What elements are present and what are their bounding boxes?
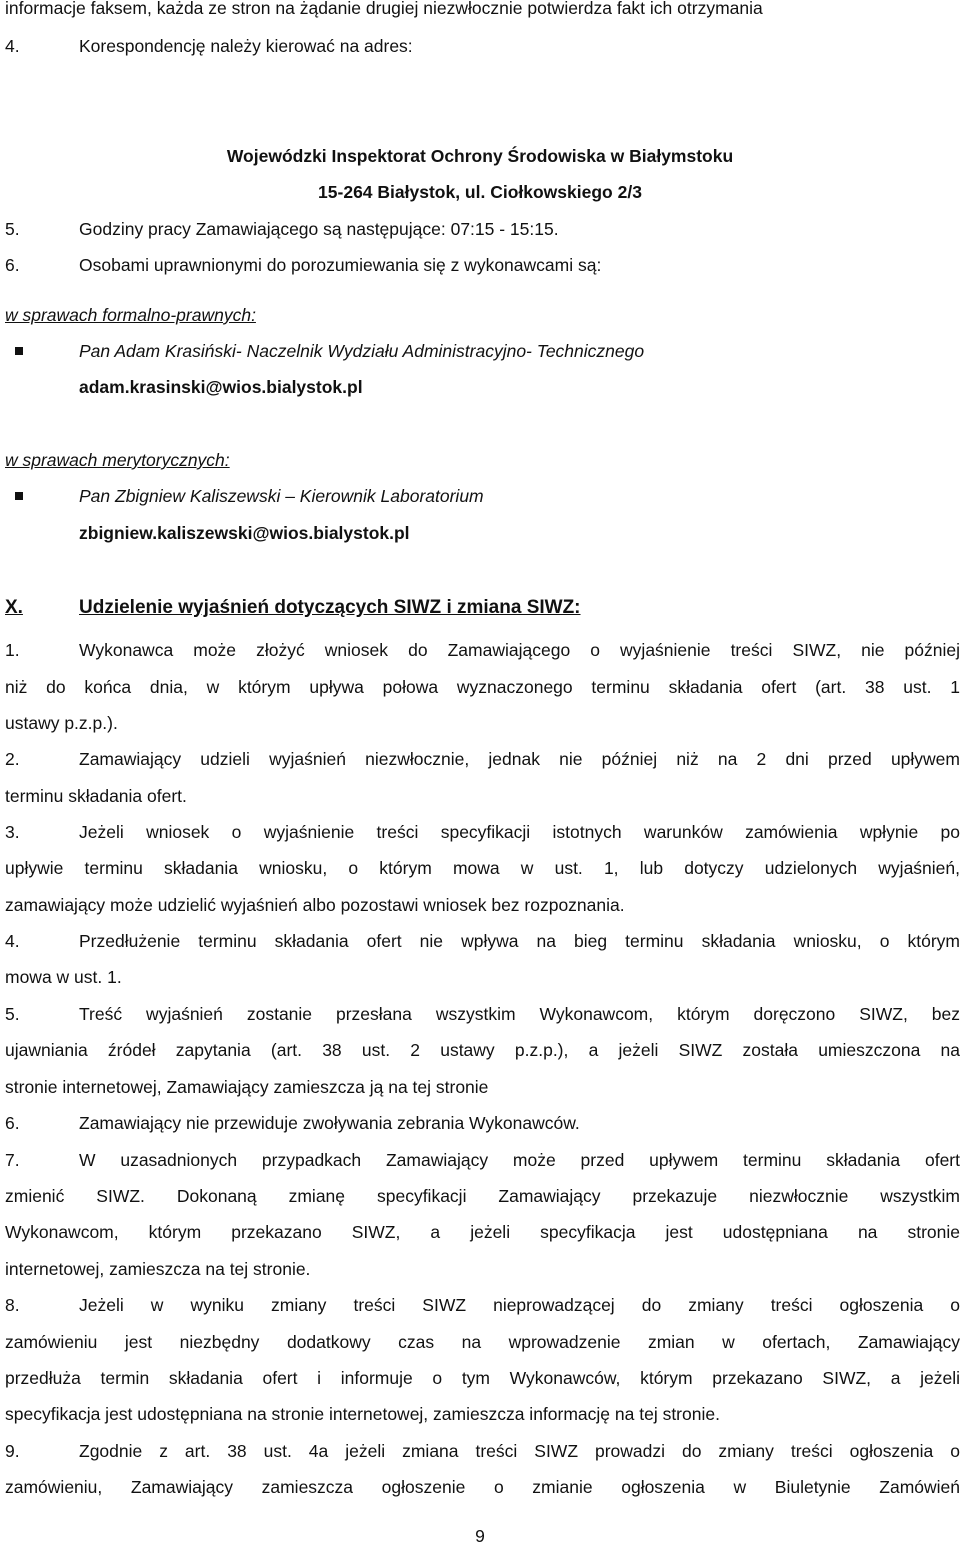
text-line: Zamawiający udzieli wyjaśnień niezwłocznie, jednak nie później niż na 2 dni przed upływem: [79, 749, 960, 769]
text-line: Treść wyjaśnień zostanie przesłana wszystkim Wykonawcom, którym doręczono SIWZ, bez: [79, 1004, 960, 1024]
page-number: 9: [475, 1526, 485, 1546]
address-line: Wojewódzki Inspektorat Ochrony Środowiska w Białymstoku: [226, 146, 734, 166]
text-line: Korespondencję należy kierować na adres:: [79, 36, 413, 56]
text-line: specyfikacja jest udostępniana na stronie internetowej, zamieszcza informację na tej stronie.: [5, 1404, 720, 1424]
item-number: 6.: [5, 255, 20, 275]
text-line: stronie internetowej, Zamawiający zamieszcza ją na tej stronie: [5, 1077, 489, 1097]
bullet-icon: [15, 347, 23, 355]
item-number: 7.: [5, 1150, 20, 1170]
section-number: X.: [5, 597, 23, 618]
item-number: 5.: [5, 1004, 20, 1024]
item-number: 3.: [5, 822, 20, 842]
item-number: 1.: [5, 640, 20, 660]
text-line: mowa w ust. 1.: [5, 967, 122, 987]
subheading-merit: w sprawach merytorycznych:: [5, 450, 230, 470]
text-line: Osobami uprawnionymi do porozumiewania się z wykonawcami są:: [79, 255, 602, 275]
text-line: zamówieniu jest niezbędny dodatkowy czas na wprowadzenie zmian w ofertach, Zamawiający: [5, 1332, 960, 1352]
contact-email: adam.krasinski@wios.bialystok.pl: [79, 377, 363, 397]
item-number: 5.: [5, 219, 20, 239]
text-line: upływie terminu składania wniosku, o którym mowa w ust. 1, lub dotyczy udzielonych wyjaśnień,: [5, 858, 960, 878]
text-line: Jeżeli wniosek o wyjaśnienie treści specyfikacji istotnych warunków zamówienia wpłynie po: [79, 822, 960, 842]
text-line: ujawniania źródeł zapytania (art. 38 ust. 2 ustawy p.z.p.), a jeżeli SIWZ została umieszczona na: [5, 1040, 960, 1060]
text-line: Przedłużenie terminu składania ofert nie wpływa na bieg terminu składania wniosku, o którym: [79, 931, 960, 951]
section-title: Udzielenie wyjaśnień dotyczących SIWZ i zmiana SIWZ:: [79, 597, 581, 618]
text-line: niż do końca dnia, w którym upływa połowa wyznaczonego terminu składania ofert (art. 38 ust. 1: [5, 677, 960, 697]
bullet-icon: [15, 492, 23, 500]
item-number: 4.: [5, 36, 20, 56]
item-number: 4.: [5, 931, 20, 951]
item-number: 6.: [5, 1113, 20, 1133]
text-line: ustawy p.z.p.).: [5, 713, 118, 733]
text-line: zmienić SIWZ. Dokonaną zmianę specyfikacji Zamawiający przekazuje niezwłocznie wszystkim: [5, 1186, 960, 1206]
text-line: przedłuża termin składania ofert i informuje o tym Wykonawców, którym przekazano SIWZ, a jeżeli: [5, 1368, 960, 1388]
text-line: W uzasadnionych przypadkach Zamawiający może przed upływem terminu składania ofert: [79, 1150, 960, 1170]
item-number: 8.: [5, 1295, 20, 1315]
contact-person: Pan Zbigniew Kaliszewski – Kierownik Laboratorium: [79, 486, 484, 506]
text-line: Wykonawcom, którym przekazano SIWZ, a jeżeli specyfikacja jest udostępniana na stronie: [5, 1222, 960, 1242]
text-line: Zgodnie z art. 38 ust. 4a jeżeli zmiana treści SIWZ prowadzi do zmiany treści ogłoszenia o: [79, 1441, 960, 1461]
text-line: terminu składania ofert.: [5, 786, 187, 806]
text-line: Godziny pracy Zamawiającego są następujące: 07:15 - 15:15.: [79, 219, 559, 239]
text-line: informacje faksem, każda ze stron na żądanie drugiej niezwłocznie potwierdza fakt ich otrzymania: [5, 0, 763, 18]
text-line: internetowej, zamieszcza na tej stronie.: [5, 1259, 311, 1279]
contact-person: Pan Adam Krasiński- Naczelnik Wydziału Administracyjno- Technicznego: [79, 341, 645, 361]
text-line: zamawiający może udzielić wyjaśnień albo pozostawi wniosek bez rozpoznania.: [5, 895, 625, 915]
subheading-formal: w sprawach formalno-prawnych:: [5, 305, 256, 325]
address-line: 15-264 Białystok, ul. Ciołkowskiego 2/3: [318, 182, 642, 202]
text-line: zamówieniu, Zamawiający zamieszcza ogłoszenie o zmianie ogłoszenia w Biuletynie Zamówień: [5, 1477, 960, 1497]
item-number: 9.: [5, 1441, 20, 1461]
text-line: Jeżeli w wyniku zmiany treści SIWZ nieprowadzącej do zmiany treści ogłoszenia o: [79, 1295, 960, 1315]
text-line: Zamawiający nie przewiduje zwoływania zebrania Wykonawców.: [79, 1113, 580, 1133]
text-line: Wykonawca może złożyć wniosek do Zamawiającego o wyjaśnienie treści SIWZ, nie później: [79, 640, 960, 660]
item-number: 2.: [5, 749, 20, 769]
contact-email: zbigniew.kaliszewski@wios.bialystok.pl: [79, 523, 410, 543]
